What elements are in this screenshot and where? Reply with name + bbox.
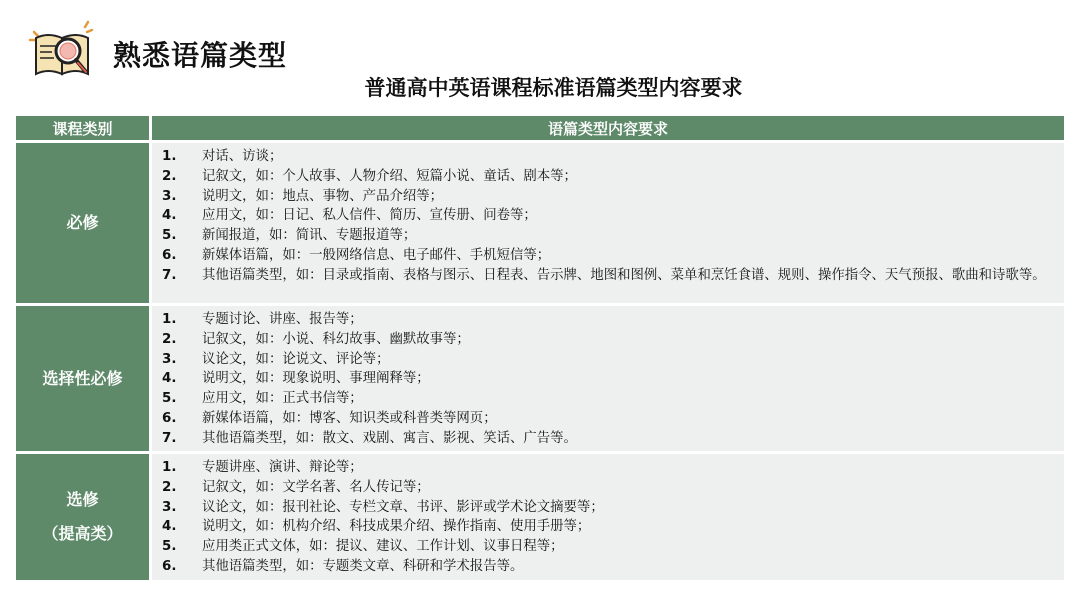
item-number: 2.: [162, 168, 177, 184]
item-number: 5.: [162, 228, 177, 244]
content-cell: [152, 143, 1064, 303]
list-item: [162, 266, 1064, 286]
category-label: 选择性必修: [42, 368, 123, 388]
table-row: [16, 143, 1064, 303]
item-number: 3.: [162, 188, 177, 204]
item-text: 对话、访谈；: [202, 149, 283, 164]
item-number: 6.: [162, 558, 177, 574]
item-number: 2.: [162, 479, 177, 495]
content-cell: [152, 306, 1064, 451]
item-text: 新媒体语篇，如：博客、知识类或科普类等网页；: [202, 410, 497, 426]
category-cell: [16, 143, 149, 303]
item-text: 记叙文，如：个人故事、人物介绍、短篇小说、童话、剧本等；: [202, 168, 577, 184]
list-item: [162, 310, 1064, 330]
table-header: [16, 116, 1064, 140]
item-number: 5.: [162, 539, 177, 555]
list-item: [162, 517, 1064, 537]
item-text: 应用类正式文体，如：提议、建议、工作计划、议事日程等；: [202, 539, 564, 555]
item-number: 7.: [162, 267, 177, 283]
item-text: 其他语篇类型，如：散文、戏剧、寓言、影视、笑话、广告等。: [202, 430, 577, 446]
item-text: 议论文，如：论说文、评论等；: [202, 351, 390, 367]
category-sublabel: （提高类）: [42, 524, 123, 543]
item-text: 记叙文，如：小说、科幻故事、幽默故事等；: [202, 331, 470, 347]
item-number: 7.: [162, 430, 177, 446]
list-item: [162, 147, 1064, 167]
item-text: 新媒体语篇，如：一般网络信息、电子邮件、手机短信等；: [202, 247, 551, 263]
list-item: [162, 369, 1064, 389]
list-item: [162, 498, 1064, 518]
item-number: 6.: [162, 410, 177, 426]
table-row: [16, 454, 1064, 580]
item-number: 3.: [162, 351, 177, 367]
item-text: 专题讲座、演讲、辩论等；: [202, 460, 363, 475]
book-magnifier-icon: [26, 18, 98, 80]
item-text: 说明文，如：机构介绍、科技成果介绍、操作指南、使用手册等；: [202, 519, 591, 535]
item-number: 2.: [162, 331, 177, 347]
item-text: 议论文，如：报刊社论、专栏文章、书评、影评或学术论文摘要等；: [202, 499, 604, 515]
table-row: [16, 306, 1064, 451]
item-number: 5.: [162, 391, 177, 407]
page-subtitle: [0, 74, 1080, 102]
item-text: 说明文，如：现象说明、事理阐释等；: [202, 371, 430, 387]
list-item: [162, 537, 1064, 557]
item-text: 应用文，如：正式书信等；: [202, 391, 363, 407]
item-text: 其他语篇类型，如：目录或指南、表格与图示、日程表、告示牌、地图和图例、菜单和烹饪食谱、规则、操作指令、天气预报、歌曲和诗歌等。: [202, 267, 1046, 283]
item-text: 专题讨论、讲座、报告等；: [202, 312, 363, 327]
item-number: 4.: [162, 519, 177, 535]
category-label: 选修: [66, 490, 99, 509]
list-item: [162, 167, 1064, 187]
item-number: 1.: [162, 312, 177, 327]
list-item: [162, 350, 1064, 370]
item-text: 应用文，如：日记、私人信件、简历、宣传册、问卷等；: [202, 208, 537, 224]
list-item: [162, 478, 1064, 498]
item-text: 其他语篇类型，如：专题类文章、科研和学术报告等。: [202, 558, 524, 574]
list-item: [162, 389, 1064, 409]
list-item: [162, 187, 1064, 207]
list-item: [162, 429, 1064, 449]
item-number: 4.: [162, 208, 177, 224]
list-item: [162, 206, 1064, 226]
content-table: [16, 116, 1064, 580]
item-number: 1.: [162, 460, 177, 475]
item-text: 记叙文，如：文学名著、名人传记等；: [202, 479, 430, 495]
item-number: 4.: [162, 371, 177, 387]
list-item: [162, 557, 1064, 577]
list-item: [162, 458, 1064, 478]
item-text: 新闻报道，如：简讯、专题报道等；: [202, 228, 417, 244]
content-cell: [152, 454, 1064, 580]
list-item: [162, 409, 1064, 429]
category-cell: [16, 306, 149, 451]
column-header-content: 语篇类型内容要求: [152, 116, 1064, 140]
category-cell: [16, 454, 149, 580]
item-number: 1.: [162, 149, 177, 164]
item-number: 3.: [162, 499, 177, 515]
list-item: [162, 246, 1064, 266]
list-item: [162, 226, 1064, 246]
subtitle-text: 普通高中英语课程标准语篇类型内容要求: [364, 76, 743, 100]
item-text: 说明文，如：地点、事物、产品介绍等；: [202, 188, 444, 204]
column-header-category: 课程类别: [16, 116, 149, 140]
page-title: 熟悉语篇类型: [113, 39, 288, 72]
category-label: 必修: [66, 213, 99, 232]
item-number: 6.: [162, 247, 177, 263]
list-item: [162, 330, 1064, 350]
